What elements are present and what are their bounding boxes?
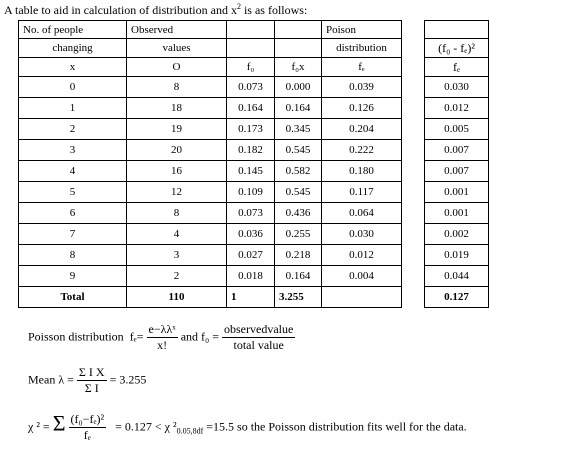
table-cell: 9 [19,266,127,287]
total-cell: 110 [127,287,227,308]
chi-lhs: χ ² = [28,419,50,434]
chi-denominator: fₑ [83,428,91,442]
fo-fraction [222,322,295,353]
mean-numerator: Σ I X [78,365,105,379]
chi-fraction [69,412,107,443]
table-cell: 5 [19,182,127,203]
header-cell: distribution [322,39,402,58]
table-cell: 0.030 [425,77,489,98]
table-cell: 0.019 [425,245,489,266]
header-cell: Observed [127,21,227,39]
poisson-label: Poisson distribution [28,329,124,344]
table-cell: 0.255 [275,224,322,245]
header-cell: (f₀ - fₑ)² [425,39,489,58]
table-cell: 0.004 [322,266,402,287]
header-cell [275,39,322,58]
table-row [19,119,489,140]
table-cell: 3 [127,245,227,266]
mean-formula [28,365,146,396]
table-cell: 0.001 [425,203,489,224]
table-cell: 0 [19,77,127,98]
table-cell: 0.002 [425,224,489,245]
table-cell: 0.064 [322,203,402,224]
fe-numerator: e−λλˣ [148,322,176,336]
gap-cell [402,224,425,245]
table-cell: 4 [127,224,227,245]
gap-cell [402,39,425,58]
header-cell: fₑ [322,58,402,77]
poisson-formula [28,322,295,353]
total-cell: Total [19,287,127,308]
total-cell [322,287,402,308]
header-row [19,58,489,77]
header-cell: fₑ [425,58,489,77]
table-row [19,98,489,119]
table-row [19,140,489,161]
table-cell: 8 [127,203,227,224]
table-cell: 0.164 [275,98,322,119]
table-cell: 3 [19,140,127,161]
table-cell: 0.001 [425,182,489,203]
table-cell: 0.126 [322,98,402,119]
total-cell: 1 [227,287,275,308]
table-cell: 19 [127,119,227,140]
table-cell: 0.218 [275,245,322,266]
table-cell: 0.222 [322,140,402,161]
table-cell: 0.030 [322,224,402,245]
table-cell: 0.007 [425,161,489,182]
table-cell: 0.545 [275,182,322,203]
table-cell: 0.018 [227,266,275,287]
fe-lhs: fₑ= [129,329,144,344]
fo-denominator: total value [233,338,284,352]
header-cell [227,39,275,58]
table-cell: 4 [19,161,127,182]
table-cell: 0.182 [227,140,275,161]
table-cell: 0.180 [322,161,402,182]
table-cell: 0.545 [275,140,322,161]
chi-result: = 0.127 < χ ² [115,419,177,434]
table-cell: 0.436 [275,203,322,224]
table-cell: 1 [19,98,127,119]
header-cell: values [127,39,227,58]
table-cell: 0.345 [275,119,322,140]
header-row [19,39,489,58]
header-cell: f₀ [227,58,275,77]
fo-numerator: observedvalue [224,322,294,336]
table-row [19,266,489,287]
table-cell: 0.164 [275,266,322,287]
header-cell: f₀x [275,58,322,77]
distribution-table [18,20,489,308]
table-cell: 0.145 [227,161,275,182]
table-cell: 0.117 [322,182,402,203]
header-cell [275,21,322,39]
header-cell: changing [19,39,127,58]
table-cell: 0.000 [275,77,322,98]
mean-result: = 3.255 [109,372,147,387]
mean-label: Mean λ = [28,372,74,387]
caption: A table to aid in calculation of distribution and $x^2$ is as follows: [4,2,308,17]
table-cell: 7 [19,224,127,245]
table-row [19,224,489,245]
table-cell: 0.164 [227,98,275,119]
table-row [19,77,489,98]
gap-cell [402,245,425,266]
table-cell: 2 [127,266,227,287]
table-cell: 12 [127,182,227,203]
table-row [19,245,489,266]
table-cell: 0.036 [227,224,275,245]
table-cell: 0.204 [322,119,402,140]
gap-cell [402,77,425,98]
header-cell: x [19,58,127,77]
gap-cell [402,140,425,161]
chi-conclusion: =15.5 so the Poisson distribution fits well for the data. [206,419,467,434]
table-row [19,203,489,224]
header-cell [227,21,275,39]
gap-cell [402,58,425,77]
table-row [19,182,489,203]
table-cell: 2 [19,119,127,140]
table-cell: 20 [127,140,227,161]
fe-denominator: x! [157,338,168,352]
header-row [19,21,489,39]
sigma-icon: Σ [52,410,66,436]
total-cell: 0.127 [425,287,489,308]
fe-fraction [147,322,178,353]
table-cell: 6 [19,203,127,224]
table-cell: 0.027 [227,245,275,266]
and-fo: and f₀ = [180,329,220,344]
table-cell: 0.007 [425,140,489,161]
gap-cell [402,266,425,287]
table-cell: 0.012 [322,245,402,266]
table-row [19,161,489,182]
total-row [19,287,489,308]
mean-fraction [77,365,107,396]
gap-cell [402,287,425,308]
table-cell: 0.173 [227,119,275,140]
gap-cell [402,182,425,203]
table-cell: 0.582 [275,161,322,182]
table-cell: 18 [127,98,227,119]
table-cell: 0.109 [227,182,275,203]
table-cell: 0.073 [227,203,275,224]
table-cell: 0.073 [227,77,275,98]
chi-square-formula [28,412,467,443]
table-cell: 16 [127,161,227,182]
header-cell: O [127,58,227,77]
header-cell [425,21,489,39]
chi-subscript: 0.05,8df [176,426,204,436]
table-cell: 8 [127,77,227,98]
header-cell: No. of people [19,21,127,39]
header-cell: Poison [322,21,402,39]
table-cell: 0.005 [425,119,489,140]
gap-cell [402,21,425,39]
table-cell: 0.044 [425,266,489,287]
chi-numerator: (f₀−fₑ)² [70,412,105,426]
gap-cell [402,98,425,119]
total-cell: 3.255 [275,287,322,308]
table-cell: 0.039 [322,77,402,98]
gap-cell [402,161,425,182]
gap-cell [402,203,425,224]
mean-denominator: Σ I [84,381,99,395]
table-cell: 0.012 [425,98,489,119]
gap-cell [402,119,425,140]
table-cell: 8 [19,245,127,266]
